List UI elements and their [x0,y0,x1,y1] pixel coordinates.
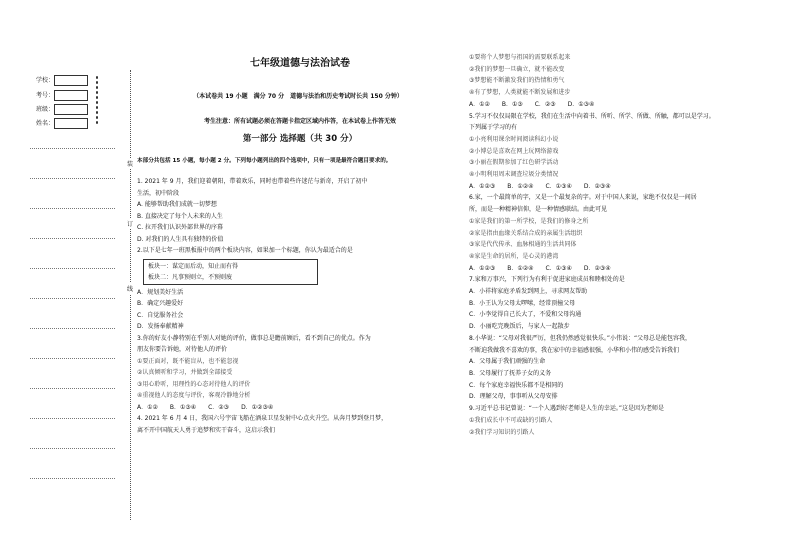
option-row: A．①② B．①③④ C．②③ D．①②③④ [137,403,274,411]
binding-line [30,388,115,389]
binding-dots [95,75,99,125]
binding-cut-line [130,70,131,520]
binding-line [30,238,115,239]
binding-line [30,298,115,299]
page-title: 七年级道德与法治试卷 [250,58,350,69]
statement: ②我们学习知识的引路人 [469,428,535,436]
option: C. 拉开我们认识外部世界的序幕 [137,224,224,231]
school-input[interactable] [54,75,88,86]
statement: ②认真倾听和学习，并做到全部接受 [137,369,233,376]
binding-margin [0,0,120,544]
statement: ①家是我们的第一所学校，是我们的修身之所 [469,217,589,225]
name-input[interactable] [54,118,88,129]
section-intro: 本部分共包括 15 小题，每小题 2 分。下列每小题列出的四个选项中，只有一项是最符合题目要求的。 [137,158,392,164]
statement: ①要正面对，既不能盲从，也不能忽视 [137,357,239,365]
option: C．每个家庭幸福快乐都不是相同的 [469,381,564,389]
binding-line [30,268,115,269]
statement: ②家是指由血缘关系结合成的亲属生活组织 [469,229,583,237]
option: A. 能够帮助我们成就一切梦想 [137,201,217,208]
class-input[interactable] [54,104,88,115]
statement: ④重视他人的态度与评价，客观冷静地分析 [137,392,251,399]
statement: ①我们成长中不可或缺的引路人 [469,416,553,424]
option: B. 直接决定了每个人未来的人生 [137,212,223,220]
option: D. 对我们的人生具有独特的价值 [137,235,224,243]
name-field: 姓名： [36,120,54,128]
statement: ③小丽在假期参加了红色研学活动 [469,159,559,167]
binding-line [30,358,115,359]
school-field: 学校： [36,77,54,85]
binding-char: 线 [127,283,133,294]
option: A．规划美好生活 [137,288,184,296]
option: A．父母属于我们顽强的生命 [469,358,546,366]
binding-char: 订 [127,218,133,229]
binding-line [30,208,115,209]
exam-info: （本试卷共 19 小题 满分 70 分 道德与法治和历史考试时长共 150 分钟） [193,93,403,100]
exam-notice: 考生注意：所有试题必须在答题卡指定区域内作答，在本试卷上作答无效 [203,118,396,125]
option-row: A．①② B．①③ C．②③ D．①③④ [469,100,595,108]
statement: ③用心聆听，用理性的心态对待他人的评价 [137,380,251,388]
statement: ④小明利用周末调查垃圾分类情况 [469,171,559,179]
option: B．小王认为父母太啰嗦，经常顶撞父母 [469,299,576,307]
option: A．小祥将家庭矛盾发到网上，寻求网友帮助 [469,288,588,296]
binding-line [30,178,115,179]
binding-line [30,418,115,419]
statement: ②我们的梦想一旦确立，就不能改变 [469,65,565,73]
option: B．父母履行了抚养子女的义务 [469,369,552,377]
question-1: 1. 2021 年 9 月，我们迎着朝阳，带着欢乐，同时也带着些许迷茫与新奇，开启了初中 生活，初中阶段 A. 能够帮助我们成就一切梦想 B. 直接决定了每个人未来的人生 C. 拉开我们认识外部世界的序幕 D. 对我们的人生具有独特的价值 2.以下是七年一班黑板报中的两个板块内容，如果加一个标题，你认为最适合的是 板块一：谋定而后动，知止而有得 板块二：凡事预则立，不预则废 A．规划美好生活 B．确定兴趣爱好 C．自觉服务社会 D．发扬奉献精神 3.你的好友小静特别在乎别人对她的评价，做事总是瞻前顾后，看不到自己的优点。作为 朋友你要告诉她，对待他人的评价 ①要正面对，既不能盲从，也不能忽视 ②认真倾听和学习，并做到全部接受 ③用心聆听，用理性的心态对待他人的评价 ④重视他人的态度与评价，客观冷静地分析 A．①② B．①③④ C．②③ D．①②③④ 4. 2021 年 6 月 4 日，我国六号宇宙飞船在酒泉卫星发射中心点火升空。从奔月梦到登月梦， 离不开中国航天人勇于追梦和实干奋斗，这启示我们 [137,178,388,434]
option: D．理解父母，事事听从父母安排 [469,393,558,401]
option: D．发扬奉献精神 [137,323,184,330]
binding-char: 装 [127,158,133,169]
binding-line [30,478,115,479]
exam-number-input[interactable] [54,90,88,101]
binding-line [30,328,115,329]
right-column: ①要将个人梦想与祖国的需要联系起来 ②我们的梦想一旦确立，就不能改变 ③梦想能不断激发我们的热情和勇气 ④有了梦想，人类就能不断发展和进步 A．①② B．①③ C．②③ D．①③④ 5.学习不仅仅局限在学校，我们在生活中向着书、所听、所学、所做、所触，都可以是学习。 下列属于学习的有 ①小亮利用课余时间阅读科幻小说 ②小博总是喜欢在网上玩网络游戏 ③小丽在假期参加了红色研学活动 ④小明利用周末调查垃圾分类情况 A．①②③ B．①②④ C．①③④ D．②③④ 6.家，一个最简单的字，又是一个最复杂的字。对于中国人来说，家绝不仅仅是一间居 所，而是一种精神信仰，是一种情感联结。由此可见 ①家是我们的第一所学校，是我们的修身之所 ②家是指由血缘关系结合成的亲属生活组织 ③家是代代传承、血脉相通的生活共同体 ④家是生命的居所，是心灵的港湾 A．①②③ B．①②④ C．①③④ D．②③④ 7.家和万事兴，下列行为有利于促进家庭成员和睦相处的是 A．小祥将家庭矛盾发到网上，寻求网友帮助 B．小王认为父母太啰嗦，经常顶撞父母 C．小李觉得自己长大了，不爱和父母沟通 D．小丽吃完晚饭后，与家人一起散步 8.小华说：“父母对我很严厉，但我仍然感觉很快乐。”小伟说：“父母总是能包容我， 不断迫我做我不喜欢的事，我在家中的幸福感很强，小华和小伟的感受告诉我们 A．父母属于我们顽强的生命 B．父母履行了抚养子女的义务 C．每个家庭幸福快乐都不是相同的 D．理解父母，事事听从父母安排 9.习近平总书记曾说：“一个人遇到好老师是人生的幸运。”这是因为老师是 ①我们成长中不可或缺的引路人 ②我们学习知识的引路人 [469,52,715,438]
exam-number-field: 考号： [36,92,54,100]
option-row: A．①②③ B．①②④ C．①③④ D．②③④ [469,182,611,190]
option: C．自觉服务社会 [137,311,184,319]
statement: ①小亮利用课余时间阅读科幻小说 [469,135,559,143]
option: B．确定兴趣爱好 [137,300,184,307]
binding-line [30,148,115,149]
option: C．小李觉得自己长大了，不爱和父母沟通 [469,311,582,319]
statement: ②小博总是喜欢在网上玩网络游戏 [469,147,559,155]
statement: ③家是代代传承、血脉相通的生活共同体 [469,241,577,249]
option-row: A．①②③ B．①②④ C．①③④ D．②③④ [469,264,611,272]
statement: ③梦想能不断激发我们的热情和勇气 [469,77,565,85]
class-field: 班级： [36,106,54,114]
statement: ①要将个人梦想与祖国的需要联系起来 [469,54,571,61]
question-2-box: 板块一：谋定而后动，知止而有得 板块二：凡事预则立，不预则废 [143,259,318,285]
statement: ④家是生命的居所，是心灵的港湾 [469,252,559,260]
binding-line [30,448,115,449]
option: D．小丽吃完晚饭后，与家人一起散步 [469,323,570,331]
statement: ④有了梦想，人类就能不断发展和进步 [469,89,571,97]
section-title: 第一部分 选择题（共 30 分） [242,134,358,144]
